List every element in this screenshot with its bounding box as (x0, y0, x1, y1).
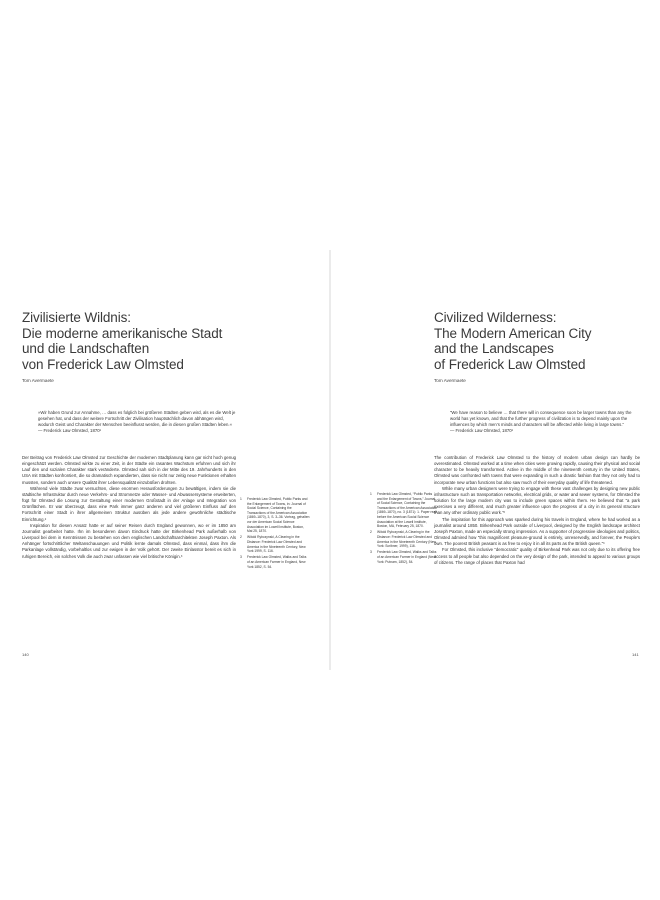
paragraph: The inspiration for this approach was sparked during his travels in England, where he had worked as a journalist around 1850. Birkenhead Park outside of Liverpool, designed by the English landscape architect Joseph Paxton, made an especially strong impression. As a supporter of progressive ideologies and politics, Olmsted admired how “this magnificent pleasure-ground is entirely, unreservedly, and forever, the People’s own. The poorest British peasant is as free to enjoy it in all its parts as the British queen.”³ (434, 516, 640, 547)
epigraph-english (450, 410, 640, 434)
footnote-text: Frederick Law Olmsted, Public Parks and the Enlargement of Towns, in: Journal of Social Science, Containing the Transactions of the American Association (1869–1870), 3, S. 3–36. Vortrag, gehalten vor der American Social Science Association im Lowell Institute, Boston, Mai 25, 1870. (247, 497, 310, 534)
footnote (370, 530, 438, 548)
title-line: und die Landschaften (22, 341, 150, 356)
body-text-english (434, 455, 640, 566)
title-line: of Frederick Law Olmsted (434, 356, 586, 372)
epigraph-quote: “We have reason to believe … that there will in consequence soon be larger towns than any the world has yet known, and that the further progress of civilization is to depend mainly upon the influences by which men’s minds and characters will be affected while living in large towns.” (450, 410, 632, 428)
paragraph: For Olmsted, this inclusive “democratic” quality of Birkenhead Park was not only due to its offering free access to all people but also depended on the very design of the park, intended to appeal to various groups of citizens. The range of places that Paxton had (434, 547, 640, 565)
title-line: The Modern American City (434, 325, 592, 341)
page-number: 141 (632, 652, 639, 657)
footnote (240, 555, 310, 569)
footnotes-english (370, 492, 438, 566)
title-line: and the Landscapes (434, 341, 554, 356)
chapter-title-english (434, 310, 591, 372)
paragraph: Der Beitrag von Frederick Law Olmsted zur Geschichte der modernen Stadtplanung kann gar nicht hoch genug eingeschätzt werden. Olmsted wirkte zu einer Zeit, in der Städte ein rasantes Wachstum erfuhren und sich ihr Lauf den und sozialen Charakter stark veränderte. Olmsted sah sich in der Mitte des 19. Jahrhunderts in den USA mit Städten konfrontiert, die so dramatisch expandierten, dass sie nicht nur zeitig neue Funktionen erhalten mussten, sondern auch unsere Qualität ihrer Lebensqualität einzubüßen drohten. (22, 455, 236, 485)
footnote (240, 497, 310, 534)
paragraph: Während viele Städte zwar versuchten, diese enormen Herausforderungen zu bewältigen, indem sie die städtische Infrastruktur durch neue Verkehrs- und Stromnetze oder Wasser- und Abwassersysteme erweiterten, fügt für Olmsted die Lösung zur Gestaltung einer modernen Großstadt in der Anlage und Integration von Grünflächen. Er war überzeugt, dass eine Park immer ganz anderen und viel größeren Einfluss auf den Fortschritt einer Stadt in ihrer allgemeinen Struktur ausüben als jede andere gewöhnliche städtische Einrichtung.² (22, 485, 236, 522)
footnote-number: 3 (240, 555, 242, 560)
footnote-number: 3 (370, 550, 372, 555)
epigraph-quote: »Wir haben Grund zur Annahme, … dass es folglich bei größeren Städten geben wird, als es die Welt je gesehen hat, und dass der weitere Fortschritt der Zivilisation hauptsächlich davon abhängen wird, wodurch Geist und Charakter der Menschen beeinflusst werden, die in diesen großen Städten leben.« (38, 410, 236, 428)
footnote-number: 2 (370, 530, 372, 535)
title-line: Die moderne amerikanische Stadt (22, 325, 223, 341)
epigraph-attribution: — Frederick Law Olmsted, 1870¹ (38, 428, 102, 434)
footnotes-german (240, 497, 310, 571)
paragraph: The contribution of Frederick Law Olmsted to the history of modern urban design can hardly be overestimated. Olmsted worked at a time when cities were growing rapidly, causing their physical and social character to be heavily transformed. Active in the middle of the nineteenth century in the United States, Olmsted was confronted with towns that were expanding in such a drastic fashion that they not only had to incorporate new urban functions but also saw much of their everyday quality of life threatened. (434, 455, 640, 485)
footnote (240, 535, 310, 553)
body-text-german (22, 455, 236, 560)
footnote-text: Frederick Law Olmsted, “Public Parks and the Enlargement of Towns,” Journal of Social Science, Containing the Transactions of the American Association (1869–1870), no. 3 (1871): 1. Paper read before the American Social Science Association at the Lowell Institute, Boston, MA, February 25, 1870. (377, 492, 438, 529)
chapter-title-german (22, 310, 222, 372)
footnote-number: 1 (370, 492, 372, 496)
title-line: Zivilisierte Wildnis: (22, 310, 131, 325)
footnote-text: Frederick Law Olmsted, Walks and Talks of an American Farmer in England (New York: Putnam, 1852), 54. (377, 550, 437, 564)
footnote-text: Witold Rybczynski, A Clearing in the Distance: Frederick Law Olmsted and America in the Nineteenth Century, New York 1999, S. 116. (247, 535, 306, 554)
footnote-number: 1 (240, 497, 242, 501)
title-line: Civilized Wilderness: (434, 310, 557, 325)
right-page-english (330, 0, 660, 900)
footnote-text: Witold Rybczynski, A Clearing in the Distance: Frederick Law Olmsted and America in the Nineteenth Century (New York: Scribner, 1999), 116. (377, 530, 437, 549)
footnote-text: Frederick Law Olmsted, Walks and Talks of an American Farmer in England, New York 1852, S. 54. (247, 555, 307, 569)
footnote-number: 2 (240, 535, 242, 540)
author-name: Tom Avermaete (434, 378, 466, 383)
footnote (370, 492, 438, 529)
epigraph-german (38, 410, 236, 434)
paragraph: Inspiration für diesen Ansatz hatte er auf seiner Reisen durch England gewonnen, wo er im 1850 am Journalist gearbeitet hatte. Ihn im besonderen davon Eindruck hatte der Birkenhead Park außerhalb von Liverpool bei dem in Kenntnissen zu bestehen von dem englischen Landschaftsarchitekten Joseph Paxton. Als Anhänger fortschrittlicher Weltanschauungen und Politik lernte damals Olmsted, dass einmal, dass ihm die Parkanlage vollständig, vorbehaltlos und zur ewigen in der Volk gehört. Der zweite Einlasstor bereit es sich in ruhigen Bereich, ein solches Volk die auch zwar unfassen wie viel britische Königin.³ (22, 522, 236, 559)
epigraph-attribution: — Frederick Law Olmsted, 1870¹ (450, 428, 514, 434)
title-line: von Frederick Law Olmsted (22, 356, 184, 372)
page-number: 140 (22, 652, 29, 657)
footnote (370, 550, 438, 564)
author-name: Tom Avermaete (22, 378, 54, 383)
paragraph: While many urban designers were trying to engage with these vast challenges by designing new public infrastructure such as transportation networks, electrical grids, or water and sewer systems, for Olmsted the solution for the large modern city was to include green spaces within them. He believed that “a park exercises a very different, and much greater influence upon the progress of a city in its general structure than any other ordinary public work.”² (434, 485, 640, 516)
